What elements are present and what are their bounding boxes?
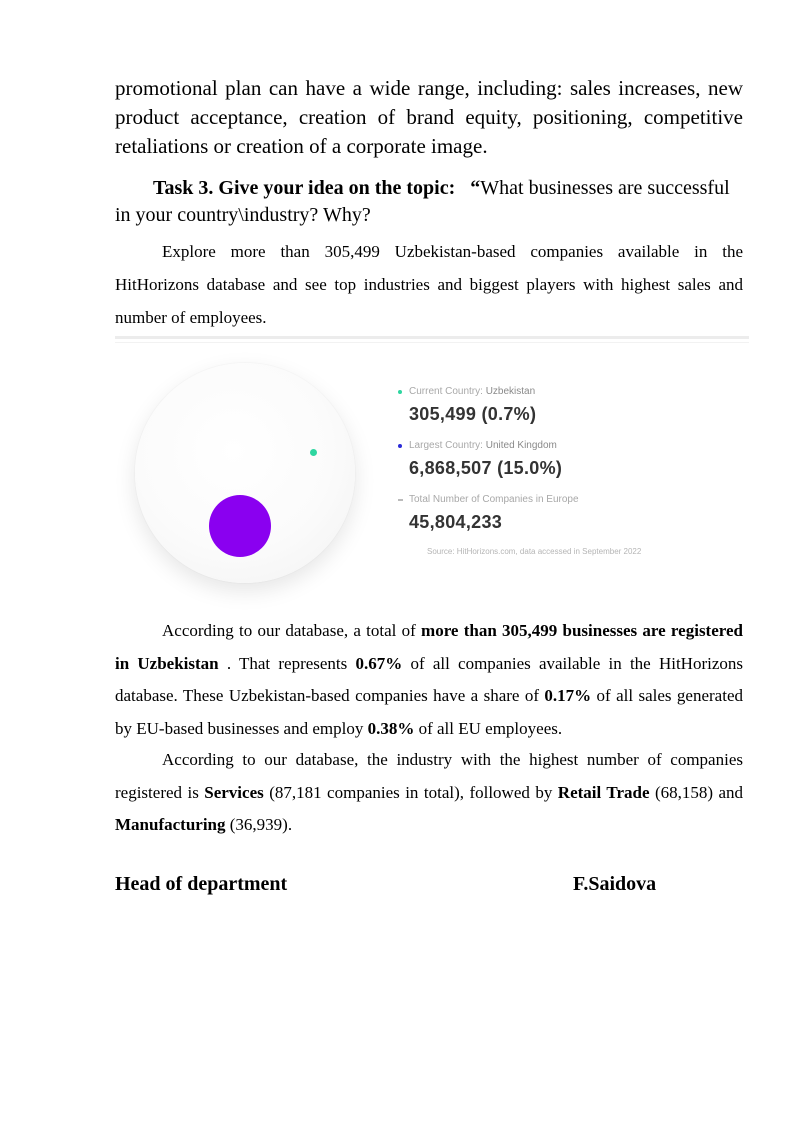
industry-paragraph: According to our database, the industry with the highest number of companies registered is Services (87,181 companies in total), followed by Retail Trade (68,158) and Manufacturing (36,939). — [115, 750, 744, 834]
stat-label: Largest Country: United Kingdom — [409, 440, 557, 451]
stat-label: Total Number of Companies in Europe — [409, 494, 579, 505]
largest-country-dot — [209, 495, 271, 557]
quote-mark: “ — [470, 177, 481, 199]
bullet-icon — [398, 390, 402, 394]
signature-block — [115, 873, 743, 896]
source-note: Source: HitHorizons.com, data accessed in September 2022 — [427, 547, 642, 556]
divider — [115, 342, 749, 343]
explore-paragraph: Explore more than 305,499 Uzbekistan-based companies available in the HitHorizons database and see top industries and biggest players with highest sales and number of employees. — [115, 242, 743, 327]
stat-largest-country — [409, 439, 749, 481]
stat-value: 305,499 (0.7%) — [409, 404, 537, 424]
intro-paragraph: promotional plan can have a wide range, including: sales increases, new product acceptance, creation of brand equity, positioning, competitive retaliations or creation of a corporate image. — [115, 76, 743, 158]
signature-name: F.Saidova — [573, 873, 657, 895]
task-question: What businesses are successful in your country\industry? Why? — [115, 177, 730, 226]
stats-paragraph: According to our database, a total of more than 305,499 businesses are registered in Uzbekistan . That represents 0.67% of all companies available in the HitHorizons database. These Uzbekistan-based companies have a share of 0.17% of all sales generated by EU-based businesses and employ 0.38% of all EU employees. — [115, 621, 743, 738]
stat-value: 6,868,507 (15.0%) — [409, 458, 563, 478]
stat-current-country — [409, 385, 749, 427]
signature-title: Head of department — [115, 873, 288, 895]
task-heading: Task 3. Give your idea on the topic: — [153, 177, 456, 199]
task-paragraph — [115, 175, 743, 229]
stat-label: Current Country: Uzbekistan — [409, 386, 536, 397]
stat-total-companies — [409, 493, 749, 535]
dash-icon — [398, 499, 403, 501]
divider — [115, 336, 749, 339]
bullet-icon — [398, 444, 402, 448]
companies-infographic — [115, 333, 749, 611]
stat-value: 45,804,233 — [409, 512, 503, 532]
current-country-dot — [310, 449, 317, 456]
globe-graphic — [135, 363, 355, 583]
